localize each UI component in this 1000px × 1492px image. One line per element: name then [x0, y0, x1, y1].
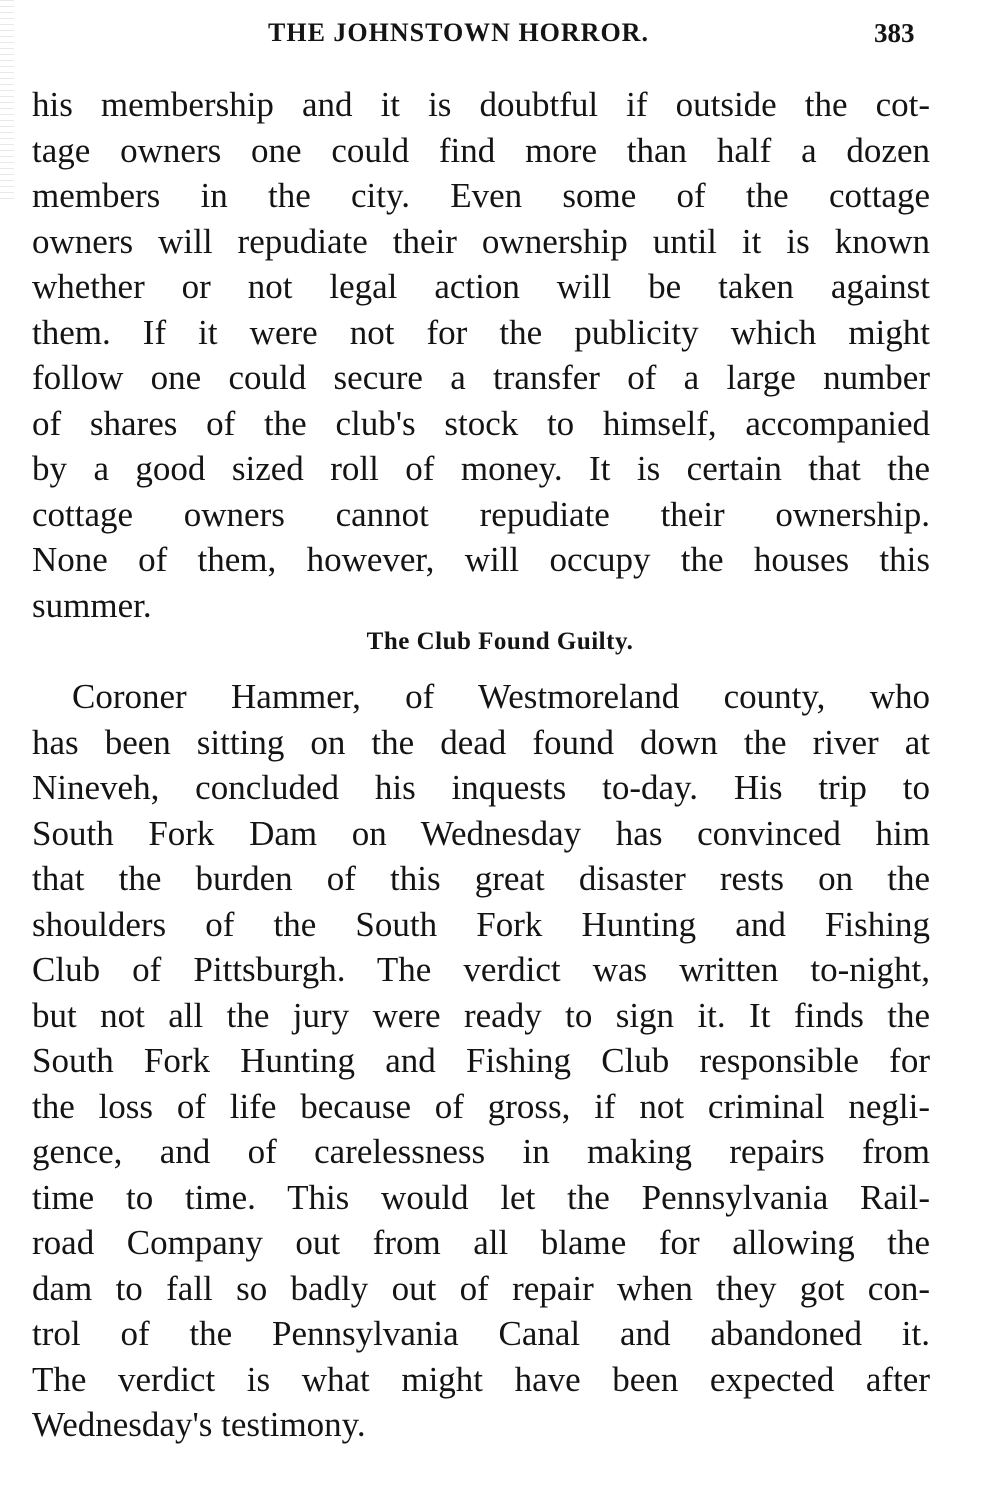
text-line: them. If it were not for the publicity which might	[32, 312, 930, 352]
text-line: tage owners one could find more than half a dozen	[32, 130, 930, 170]
paragraph-1	[32, 82, 930, 628]
running-header	[0, 14, 1000, 54]
text-line: cottage owners cannot repudiate their ownership.	[32, 494, 930, 534]
text-line: shoulders of the South Fork Hunting and Fishing	[32, 904, 930, 944]
text-line: The verdict is what might have been expected after	[32, 1359, 930, 1399]
text-line: road Company out from all blame for allowing the	[32, 1223, 930, 1262]
text-line: summer.	[32, 585, 152, 625]
text-line: Wednesday's testimony.	[32, 1405, 366, 1444]
text-line: the loss of life because of gross, if not criminal negli-	[32, 1086, 930, 1126]
text-line: follow one could secure a transfer of a large number	[32, 358, 930, 397]
text-line: South Fork Hunting and Fishing Club responsible for	[32, 1041, 930, 1080]
text-line: of shares of the club's stock to himself, accompanied	[32, 403, 930, 443]
paragraph-2	[32, 674, 930, 1448]
text-line: members in the city. Even some of the cottage	[32, 176, 930, 215]
text-line: whether or not legal action will be taken against	[32, 267, 930, 306]
text-line: gence, and of carelessness in making repairs from	[32, 1132, 930, 1171]
text-line: Club of Pittsburgh. The verdict was written to-night,	[32, 950, 930, 989]
text-line: None of them, however, will occupy the houses this	[32, 540, 930, 579]
text-line: dam to fall so badly out of repair when they got con-	[32, 1268, 930, 1308]
text-line: owners will repudiate their ownership until it is known	[32, 221, 930, 261]
text-line: time to time. This would let the Pennsylvania Rail-	[32, 1177, 930, 1217]
section-heading: The Club Found Guilty.	[366, 628, 634, 655]
text-line: Coroner Hammer, of Westmoreland county, who	[72, 677, 930, 716]
running-title: THE JOHNSTOWN HORROR.	[268, 18, 649, 47]
text-line: but not all the jury were ready to sign it. It finds the	[32, 995, 930, 1035]
text-line: South Fork Dam on Wednesday has convinced him	[32, 813, 930, 853]
text-line: trol of the Pennsylvania Canal and abandoned it.	[32, 1314, 930, 1353]
text-line: has been sitting on the dead found down the river at	[32, 722, 930, 762]
page-number: 383	[874, 18, 915, 48]
text-line: by a good sized roll of money. It is certain that the	[32, 449, 930, 488]
text-line: Nineveh, concluded his inquests to-day. His trip to	[32, 768, 930, 807]
text-line: that the burden of this great disaster rests on the	[32, 859, 930, 898]
text-line: his membership and it is doubtful if outside the cot-	[32, 85, 930, 124]
